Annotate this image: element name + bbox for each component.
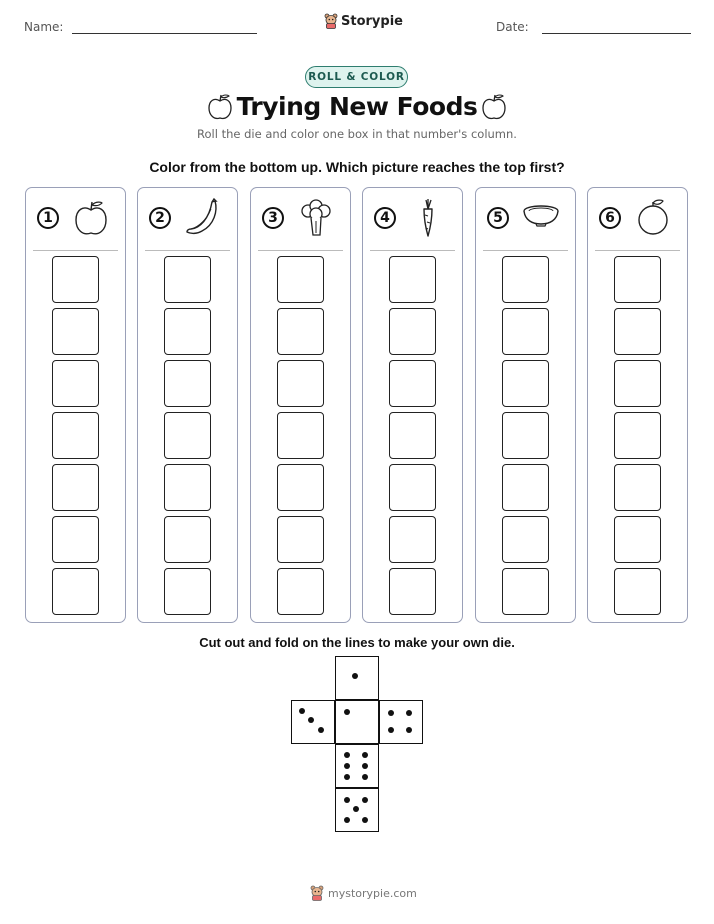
color-box[interactable] [164, 256, 211, 303]
die-pip [362, 763, 368, 769]
name-label: Name: [24, 20, 64, 34]
column-4 [362, 187, 463, 623]
color-box[interactable] [502, 412, 549, 459]
bowl-icon [520, 197, 562, 239]
color-box[interactable] [52, 464, 99, 511]
color-box[interactable] [389, 464, 436, 511]
die-pip [344, 817, 350, 823]
die-pip [344, 797, 350, 803]
color-box[interactable] [52, 412, 99, 459]
die-pip [362, 752, 368, 758]
date-line[interactable] [542, 33, 691, 34]
footer-url: mystorypie.com [328, 886, 417, 900]
column-divider [145, 250, 230, 251]
banana-icon [182, 197, 224, 239]
die-face-3 [291, 700, 335, 744]
color-box[interactable] [502, 256, 549, 303]
column-5 [475, 187, 576, 623]
die-pip [352, 673, 358, 679]
footer [310, 885, 417, 901]
column-divider [595, 250, 680, 251]
color-box[interactable] [389, 516, 436, 563]
die-pip [344, 709, 350, 715]
color-box[interactable] [389, 308, 436, 355]
column-number: 3 [262, 207, 284, 229]
column-number: 4 [374, 207, 396, 229]
carrot-icon [407, 197, 449, 239]
column-3 [250, 187, 351, 623]
brand-logo [324, 13, 403, 29]
color-box[interactable] [52, 360, 99, 407]
color-box[interactable] [389, 568, 436, 615]
color-box[interactable] [164, 308, 211, 355]
name-line[interactable] [72, 33, 257, 34]
apple-icon [480, 92, 508, 122]
color-box[interactable] [614, 516, 661, 563]
die-pip [344, 763, 350, 769]
die-pip [362, 817, 368, 823]
color-box[interactable] [389, 256, 436, 303]
color-box[interactable] [164, 516, 211, 563]
color-box[interactable] [614, 308, 661, 355]
color-box[interactable] [164, 360, 211, 407]
color-box[interactable] [277, 464, 324, 511]
color-box[interactable] [52, 256, 99, 303]
die-pip [362, 774, 368, 780]
column-divider [483, 250, 568, 251]
orange-icon [632, 197, 674, 239]
bear-mascot-icon [310, 885, 324, 901]
color-box[interactable] [277, 516, 324, 563]
roll-color-badge: ROLL & COLOR [305, 66, 408, 88]
column-2 [137, 187, 238, 623]
color-box[interactable] [502, 360, 549, 407]
color-box[interactable] [277, 360, 324, 407]
apple-icon [70, 197, 112, 239]
color-box[interactable] [614, 568, 661, 615]
color-box[interactable] [277, 568, 324, 615]
column-1 [25, 187, 126, 623]
subtitle: Roll the die and color one box in that number's column. [197, 127, 517, 141]
color-box[interactable] [277, 308, 324, 355]
die-pip [388, 727, 394, 733]
column-divider [33, 250, 118, 251]
die-pip [308, 717, 314, 723]
color-box[interactable] [614, 360, 661, 407]
die-pip [362, 797, 368, 803]
color-box[interactable] [502, 308, 549, 355]
die-face-5 [335, 788, 379, 832]
color-box[interactable] [614, 464, 661, 511]
bear-mascot-icon [324, 13, 338, 29]
column-number: 6 [599, 207, 621, 229]
color-box[interactable] [389, 360, 436, 407]
die-pip [344, 752, 350, 758]
color-box[interactable] [52, 568, 99, 615]
column-6 [587, 187, 688, 623]
column-number: 5 [487, 207, 509, 229]
instruction: Color from the bottom up. Which picture reaches the top first? [149, 159, 565, 175]
die-face-6 [335, 744, 379, 788]
color-box[interactable] [164, 568, 211, 615]
color-box[interactable] [614, 256, 661, 303]
color-box[interactable] [164, 412, 211, 459]
die-face-4 [379, 700, 423, 744]
color-box[interactable] [389, 412, 436, 459]
die-pip [406, 727, 412, 733]
color-box[interactable] [52, 516, 99, 563]
column-number: 1 [37, 207, 59, 229]
die-pip [388, 710, 394, 716]
column-divider [370, 250, 455, 251]
die-pip [344, 774, 350, 780]
brand-name: Storypie [341, 13, 403, 29]
color-box[interactable] [502, 516, 549, 563]
page-title: Trying New Foods [236, 92, 478, 121]
die-face-1 [335, 700, 379, 744]
color-box[interactable] [277, 256, 324, 303]
color-box[interactable] [614, 412, 661, 459]
die-face-1 [335, 656, 379, 700]
die-pip [318, 727, 324, 733]
color-box[interactable] [502, 464, 549, 511]
die-pip [299, 708, 305, 714]
color-box[interactable] [502, 568, 549, 615]
cut-instruction: Cut out and fold on the lines to make your own die. [199, 635, 515, 650]
date-label: Date: [496, 20, 529, 34]
color-box[interactable] [52, 308, 99, 355]
column-number: 2 [149, 207, 171, 229]
broccoli-icon [295, 197, 337, 239]
color-box[interactable] [164, 464, 211, 511]
die-pip [353, 806, 359, 812]
die-pip [406, 710, 412, 716]
color-box[interactable] [277, 412, 324, 459]
column-divider [258, 250, 343, 251]
